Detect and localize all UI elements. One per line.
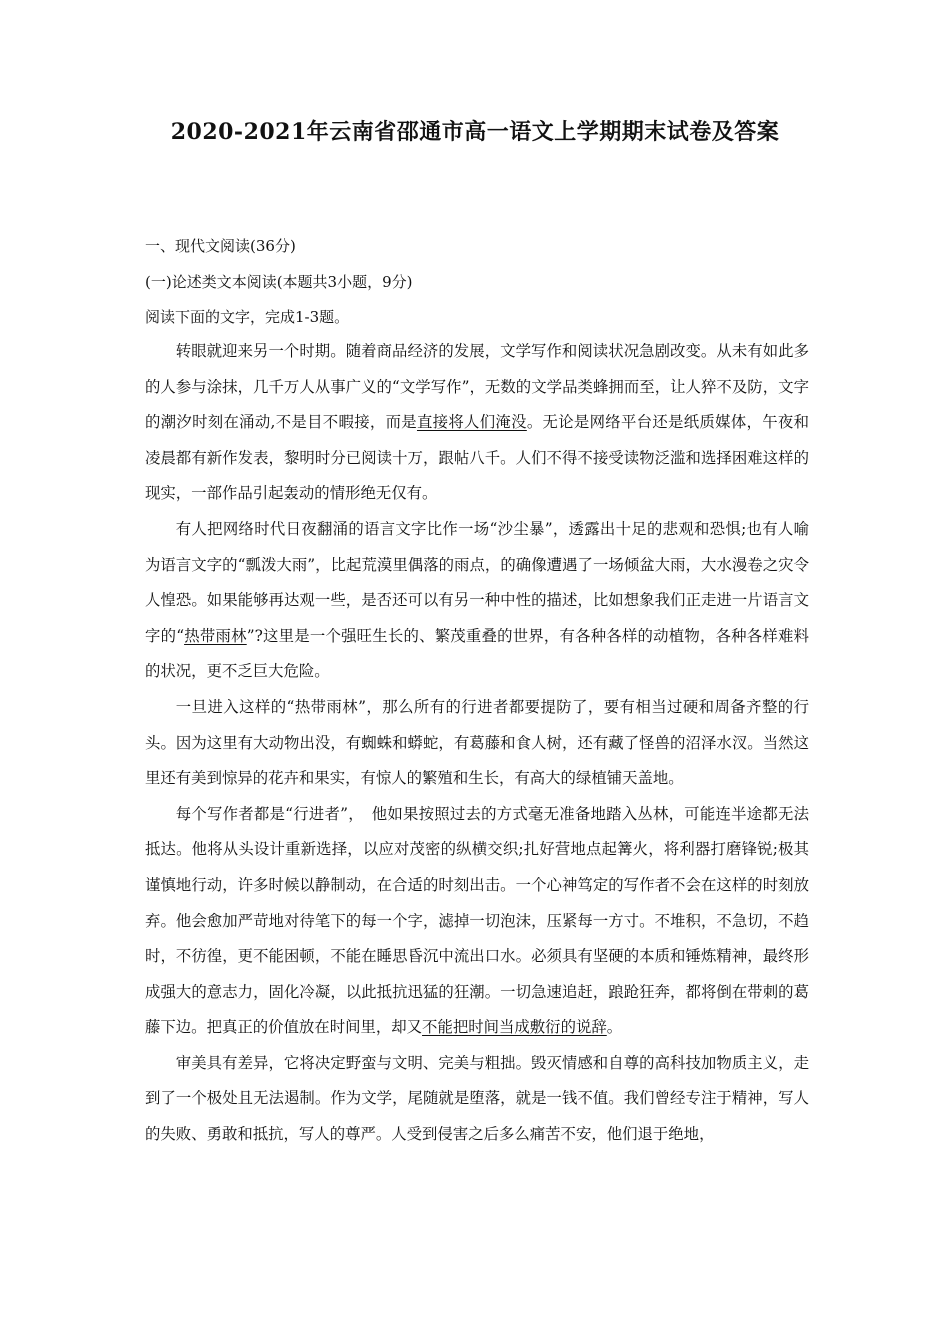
paragraph-2-text-a: 有人把网络时代日夜翻涌的语言文字比作一场“沙尘暴”，透露出十足的悲观和恐惧;也有人喻为语言文字的“瓢泼大雨”，比起荒漠里偶落的雨点，的确像遭遇了一场倾盆大雨，大水漫卷之灾令人惶恐。如果能够再达观一些，是否还可以有另一种中性的描述，比如想象我们正走进一片语言文字的“ — [145, 519, 809, 645]
paragraph-1-text-a: 转眼就迎来另一个时期。随着商品经济的发展，文学写作和阅读状况急剧改变。从未有如此多的人参与涂抹，几千万人从事广义的“文学写作”，无数的文学品类蜂拥而至，让人猝不及防，文字的潮汐时刻在涌动,不是目不暇接，而是 — [145, 342, 809, 432]
paragraph-5: 审美具有差异，它将决定野蛮与文明、完美与粗拙。毁灭情感和自尊的高科技加物质主义，走到了一个极处且无法遏制。作为文学，尾随就是堕落，就是一钱不值。我们曾经专注于精神，写人的失败、勇敢和抵抗，写人的尊严。人受到侵害之后多么痛苦不安，他们退于绝地， — [145, 1053, 809, 1144]
paragraph-2-text-b: ”?这里是一个强旺生长的、繁茂重叠的世界，有各种各样的动植物，各种各样难料的状况，更不乏巨大危险。 — [145, 626, 809, 681]
underlined-phrase-1: 直接将人们淹没 — [416, 413, 527, 432]
subsection-heading: (一)论述类文本阅读(本题共3小题，9分) — [145, 273, 413, 291]
paragraph-4-text-a: 每个写作者都是“行进者”， 他如果按照过去的方式毫无准备地踏入丛林，可能连半途都无法抵达。他将从头设计重新选择，以应对茂密的纵横交织;扎好营地点起篝火，将利器打磨锋锐;极其谨慎地行动，许多时候以静制动，在合适的时刻出击。一个心神笃定的写作者不会在这样的时刻放弃。他会愈加严苛地对待笔下的每一个字，滤掉一切泡沫，压紧每一方寸。不堆积，不急切，不趋时，不彷徨，更不能困顿，不能在睡思昏沉中流出口水。必须具有坚硬的本质和锤炼精神，最终形成强大的意志力，固化冷凝，以此抵抗迅猛的狂潮。一切急速追赶，踉跄狂奔，都将倒在带刺的葛藤下边。把真正的价值放在时间里，却又 — [145, 804, 809, 1037]
paragraph-3: 一旦进入这样的“热带雨林”，那么所有的行进者都要提防了，要有相当过硬和周备齐整的行头。因为这里有大动物出没，有蜘蛛和蟒蛇，有葛藤和食人树，还有藏了怪兽的沼泽水汊。当然这里还有美到惊异的花卉和果实，有惊人的繁殖和生长，有高大的绿植铺天盖地。 — [145, 697, 809, 788]
paragraph-2 — [145, 512, 809, 690]
paragraph-1 — [145, 334, 809, 512]
section-heading: 一、现代文阅读(36分) — [145, 237, 296, 255]
article-body — [145, 334, 809, 1153]
paragraph-4 — [145, 797, 809, 1046]
paragraph-4-text-b: 。 — [606, 1018, 623, 1037]
underlined-phrase-2: 热带雨林 — [184, 626, 247, 645]
reading-instruction: 阅读下面的文字，完成1-3题。 — [145, 308, 350, 326]
document-title: 2020-2021年云南省邵通市高一语文上学期期末试卷及答案 — [170, 119, 780, 145]
underlined-phrase-3: 不能把时间当成敷衍的说辞 — [422, 1018, 607, 1037]
paragraph-1-text-b: 。无论是网络平台还是纸质媒体，午夜和凌晨都有新作发表，黎明时分已阅读十万，跟帖八千。人们不得不接受读物泛滥和选择困难这样的现实，一部作品引起轰动的情形绝无仅有。 — [145, 413, 809, 503]
